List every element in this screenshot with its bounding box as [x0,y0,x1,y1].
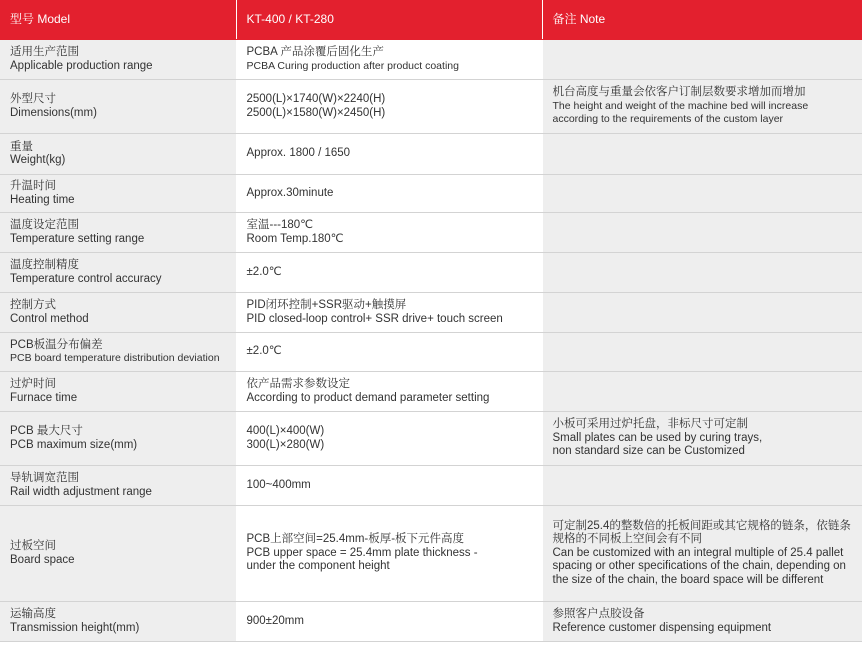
row-note [542,602,862,642]
value-line: 室温---180℃ [246,219,314,231]
row-label [0,253,236,293]
value-line: Approx. 1800 / 1650 [246,147,351,160]
label-en: Dimensions(mm) [10,106,97,119]
value-line: PCB上部空间=25.4mm-板厚-板下元件高度 [246,533,465,546]
row-value [236,134,542,175]
note-line: according to the requirements of the custom layer [552,113,784,126]
row-value [236,253,542,293]
label-cn: 外型尺寸 [10,93,56,105]
label-en: Rail width adjustment range [10,485,152,498]
label-en: Temperature control accuracy [10,272,162,285]
label-cn: 温度控制精度 [10,259,79,271]
label-en: Furnace time [10,391,78,404]
row-note [542,40,862,80]
note-line: Can be customized with an integral multiple of 25.4 pallet spacing or other specifications of the chain, depending on the size of the chain, the board space will be different [552,546,846,586]
label-en: Transmission height(mm) [10,621,140,634]
row-value [236,412,542,466]
label-cn: 升温时间 [10,180,56,192]
row-label [0,506,236,602]
label-cn: 过板空间 [10,540,56,552]
row-note [542,333,862,372]
value-line: 900±20mm [246,614,304,627]
label-en: PCB board temperature distribution deviation [10,352,220,364]
value-line: Approx.30minute [246,186,334,199]
row-label [0,213,236,253]
header-note: 备注 Note [542,0,862,40]
table-row [0,372,862,412]
row-value [236,333,542,372]
row-note [542,412,862,466]
note-line: 机台高度与重量会依客户订制层数要求增加而增加 [552,86,806,99]
value-line: PCB upper space = 25.4mm plate thickness - [246,546,478,559]
row-value [236,293,542,333]
label-cn: 运输高度 [10,608,56,620]
table-row [0,506,862,602]
label-cn: 重量 [10,140,33,153]
note-line: 小板可采用过炉托盘，非标尺寸可定制 [552,418,748,431]
table-row [0,293,862,333]
table-row [0,175,862,213]
row-note [542,175,862,213]
label-cn: PCB板温分布偏差 [10,338,103,351]
note-line: 参照客户点胶设备 [552,608,645,620]
row-label [0,80,236,134]
value-line: 依产品需求参数设定 [246,378,350,390]
row-value [236,506,542,602]
table-row [0,213,862,253]
label-cn: PCB 最大尺寸 [10,425,83,437]
value-line: PID closed-loop control+ SSR drive+ touch screen [246,312,503,325]
value-line: under the component height [246,560,390,573]
value-line: 2500(L)×1580(W)×2450(H) [246,106,386,119]
label-en: Temperature setting range [10,232,145,245]
row-note [542,80,862,134]
value-line: PCBA 产品涂覆后固化生产 [246,46,384,58]
row-note [542,213,862,253]
note-line: Small plates can be used by curing trays, [552,431,763,444]
label-en: Control method [10,312,89,325]
note-line: non standard size can be Customized [552,445,745,458]
header-model: 型号 Model [0,0,236,40]
label-cn: 过炉时间 [10,378,56,390]
header-row [0,0,862,40]
label-en: Board space [10,553,75,566]
label-cn: 导轨调宽范围 [10,472,79,484]
row-note [542,466,862,506]
row-value [236,80,542,134]
row-value [236,602,542,642]
header-model-value: KT-400 / KT-280 [236,0,542,40]
row-label [0,372,236,412]
label-cn: 控制方式 [10,299,56,311]
label-en: PCB maximum size(mm) [10,438,138,451]
label-en: Weight(kg) [10,154,66,166]
value-line: ±2.0℃ [246,345,282,358]
table-row [0,80,862,134]
value-line: According to product demand parameter setting [246,391,490,404]
value-line: Room Temp.180℃ [246,232,344,245]
value-line: 2500(L)×1740(W)×2240(H) [246,93,386,105]
row-value [236,372,542,412]
table-row [0,40,862,80]
row-value [236,466,542,506]
note-line: The height and weight of the machine bed will increase [552,99,809,112]
row-label [0,333,236,372]
row-value [236,175,542,213]
label-en: Heating time [10,193,75,206]
value-line: PID闭环控制+SSR驱动+触摸屏 [246,299,407,311]
table-row [0,602,862,642]
table-row [0,333,862,372]
row-label [0,40,236,80]
label-cn: 温度设定范围 [10,219,79,231]
row-label [0,412,236,466]
value-line: 100~400mm [246,478,311,491]
label-cn: 适用生产范围 [10,46,79,58]
value-line: 400(L)×400(W) [246,425,325,437]
row-label [0,175,236,213]
value-line: PCBA Curing production after product coating [246,59,459,72]
row-note [542,293,862,333]
row-label [0,293,236,333]
table-row [0,466,862,506]
row-note [542,134,862,175]
row-label [0,602,236,642]
value-line: ±2.0℃ [246,265,282,278]
note-line: Reference customer dispensing equipment [552,621,772,634]
row-note [542,253,862,293]
table-row [0,134,862,175]
table-row [0,412,862,466]
label-en: Applicable production range [10,59,153,72]
row-value [236,40,542,80]
note-line: 可定制25.4的整数倍的托板间距或其它规格的链条，依链条规格的不同板上空间会有不同 [552,519,851,546]
row-note [542,372,862,412]
row-label [0,134,236,175]
value-line: 300(L)×280(W) [246,438,325,451]
table-row [0,253,862,293]
row-label [0,466,236,506]
row-note [542,506,862,602]
row-value [236,213,542,253]
